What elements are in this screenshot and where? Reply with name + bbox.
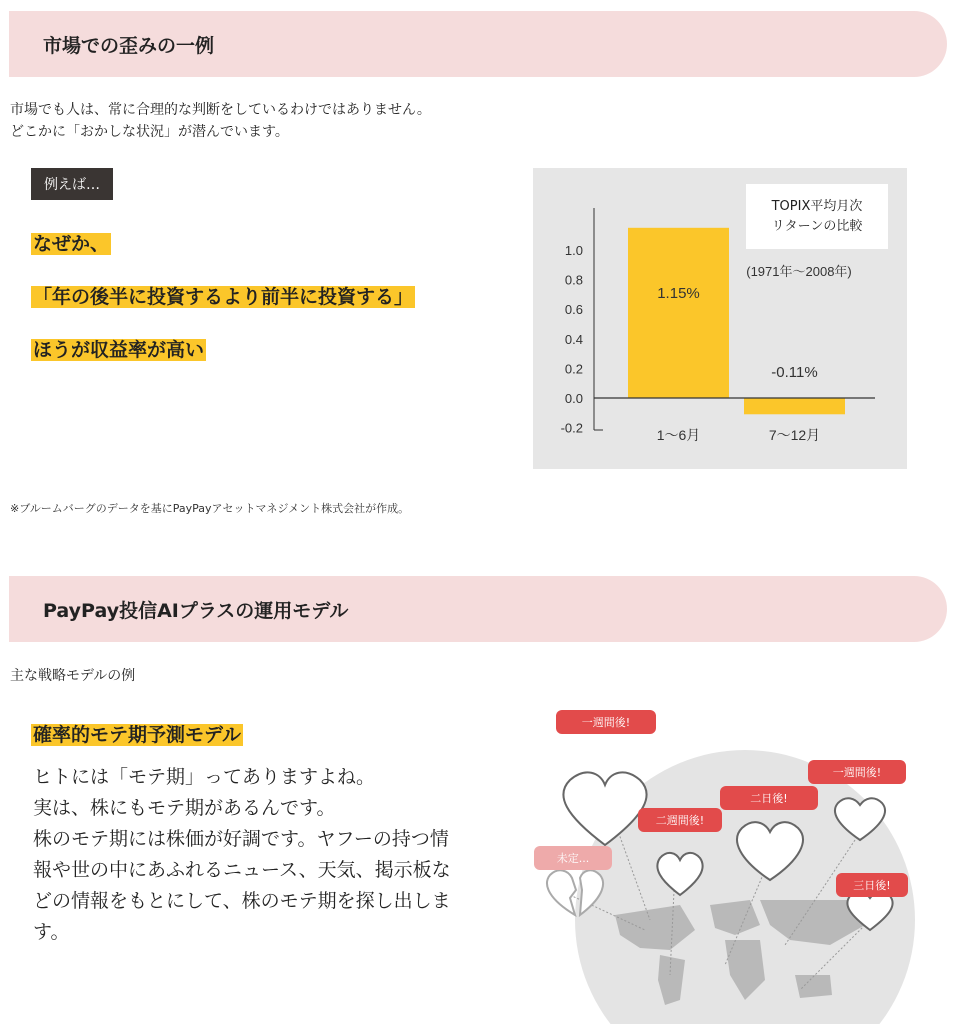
model-text-line: ヒトには「モテ期」ってありますよね。 [33,766,376,788]
example-tag: 例えば… [31,168,113,200]
bar-value-label: -0.11% [771,364,818,381]
source-note: ※ブルームバーグのデータを基にPayPayアセットマネジメント株式会社が作成。 [10,502,410,515]
model-title [31,721,243,750]
y-tick-label: 1.0 [564,243,583,258]
section-title: PayPay投信AIプラスの運用モデル [43,599,349,622]
highlight-line-1 [31,230,111,259]
world-map-illustration [520,700,950,1024]
y-tick-label: 0.4 [564,331,583,347]
bar [628,228,729,398]
intro-line: どこかに「おかしな状況」が潜んでいます。 [10,124,289,140]
bubble-undecided: 未定... [534,846,612,870]
chart-title-line: リターンの比較 [771,218,863,234]
y-tick-label: 0.0 [564,391,583,406]
intro-line: 市場でも人は、常に合理的な判断をしているわけではありません。 [10,102,431,118]
y-tick-label: -0.2 [560,420,583,436]
strategy-subtitle: 主な戦略モデルの例 [10,668,136,684]
highlight-line-3 [31,336,206,365]
y-tick-label: 0.8 [564,272,583,288]
y-tick-label: 0.2 [564,361,583,377]
bubble-two-weeks: 二週間後! [638,808,722,832]
bubble-one-week: 一週間後! [556,710,656,734]
bubble-one-week: 一週間後! [808,760,906,784]
highlight-text: ほうが収益率が高い [33,339,205,361]
bubble-two-days: 二日後! [720,786,818,810]
x-tick-label: 7〜12月 [768,427,821,443]
intro-text [10,99,431,143]
bubble-three-days: 三日後! [836,873,908,897]
y-tick-label: 0.6 [564,302,583,318]
chart-subtitle: (1971年〜2008年) [746,264,852,279]
model-text-line: す。 [33,921,70,943]
model-text-line: 実は、株にもモテ期があるんです。 [33,797,336,819]
chart-title-line: TOPIX平均月次 [771,198,863,214]
topix-chart [533,168,907,469]
model-text-line: どの情報をもとにして、株のモテ期を探し出しま [33,890,451,912]
highlight-text: 「年の後半に投資するより前半に投資する」 [33,286,414,308]
chart-legend-box [746,184,888,249]
section-title: 市場での歪みの一例 [43,34,215,57]
model-text-line: 株のモテ期には株価が好調です。ヤフーの持つ情 [33,828,449,850]
model-title-text: 確率的モテ期予測モデル [33,724,242,746]
highlight-line-2 [31,283,415,312]
section-header-market-distortion [9,11,947,77]
highlight-text: なぜか、 [33,233,110,255]
x-tick-label: 1〜6月 [656,427,701,443]
model-description [33,762,503,948]
section-header-model [9,576,947,642]
bar [744,398,845,414]
model-text-line: 報や世の中にあふれるニュース、天気、掲示板な [33,859,451,881]
bar-value-label: 1.15% [657,285,700,302]
